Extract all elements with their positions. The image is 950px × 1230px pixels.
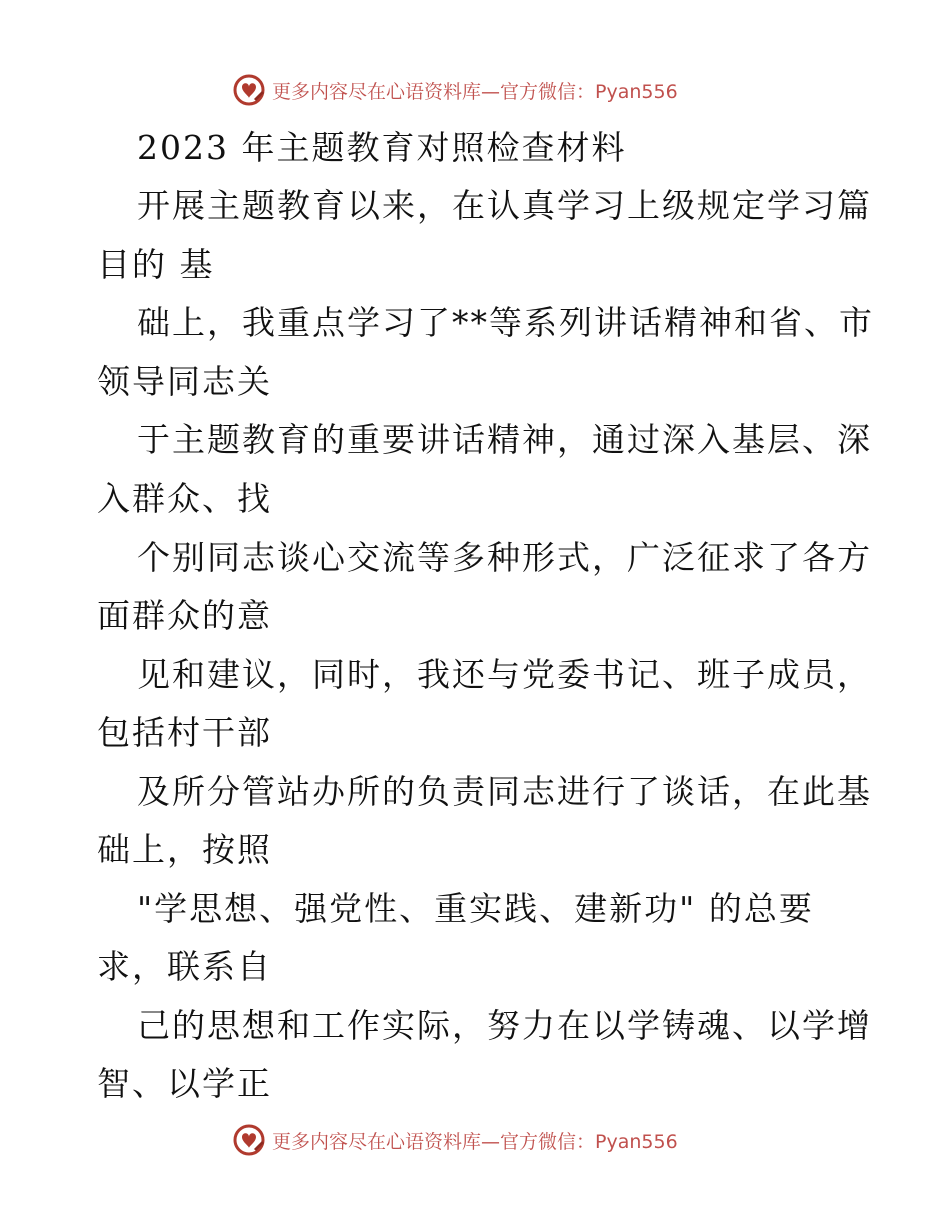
paragraph-line: 求，联系自 [97, 947, 272, 986]
paragraph-line: 包括村干部 [97, 713, 272, 752]
header-banner-text: 更多内容尽在心语资料库—官方微信：Pyan556 [272, 80, 678, 103]
paragraph-line: 智、以学正 [97, 1064, 272, 1103]
paragraph-line: 见和建议，同时，我还与党委书记、班子成员， [137, 655, 872, 694]
paragraph-line: 于主题教育的重要讲话精神，通过深入基层、深 [137, 420, 872, 459]
paragraph-line: 入群众、找 [97, 479, 272, 518]
paragraph-line: 目的 基 [97, 245, 215, 284]
paragraph-line: 础上，按照 [97, 830, 272, 869]
document-title: 2023 年主题教育对照检查材料 [137, 128, 627, 167]
paragraph-line: 领导同志关 [97, 362, 272, 401]
paragraph-line: 及所分管站办所的负责同志进行了谈话，在此基 [137, 772, 872, 811]
paragraph-line: "学思想、强党性、重实践、建新功" 的总要 [137, 889, 814, 928]
paragraph-line: 己的思想和工作实际，努力在以学铸魂、以学增 [137, 1006, 872, 1045]
header-banner [232, 70, 752, 110]
paragraph-line: 面群众的意 [97, 596, 272, 635]
heart-pen-logo-icon [232, 73, 266, 107]
footer-banner-text: 更多内容尽在心语资料库—官方微信：Pyan556 [272, 1130, 678, 1153]
paragraph-line: 个别同志谈心交流等多种形式，广泛征求了各方 [137, 538, 872, 577]
footer-banner [232, 1120, 752, 1160]
paragraph-line: 开展主题教育以来，在认真学习上级规定学习篇 [137, 186, 872, 225]
paragraph-line: 础上，我重点学习了**等系列讲话精神和省、市 [137, 303, 874, 342]
heart-pen-logo-icon [232, 1123, 266, 1157]
